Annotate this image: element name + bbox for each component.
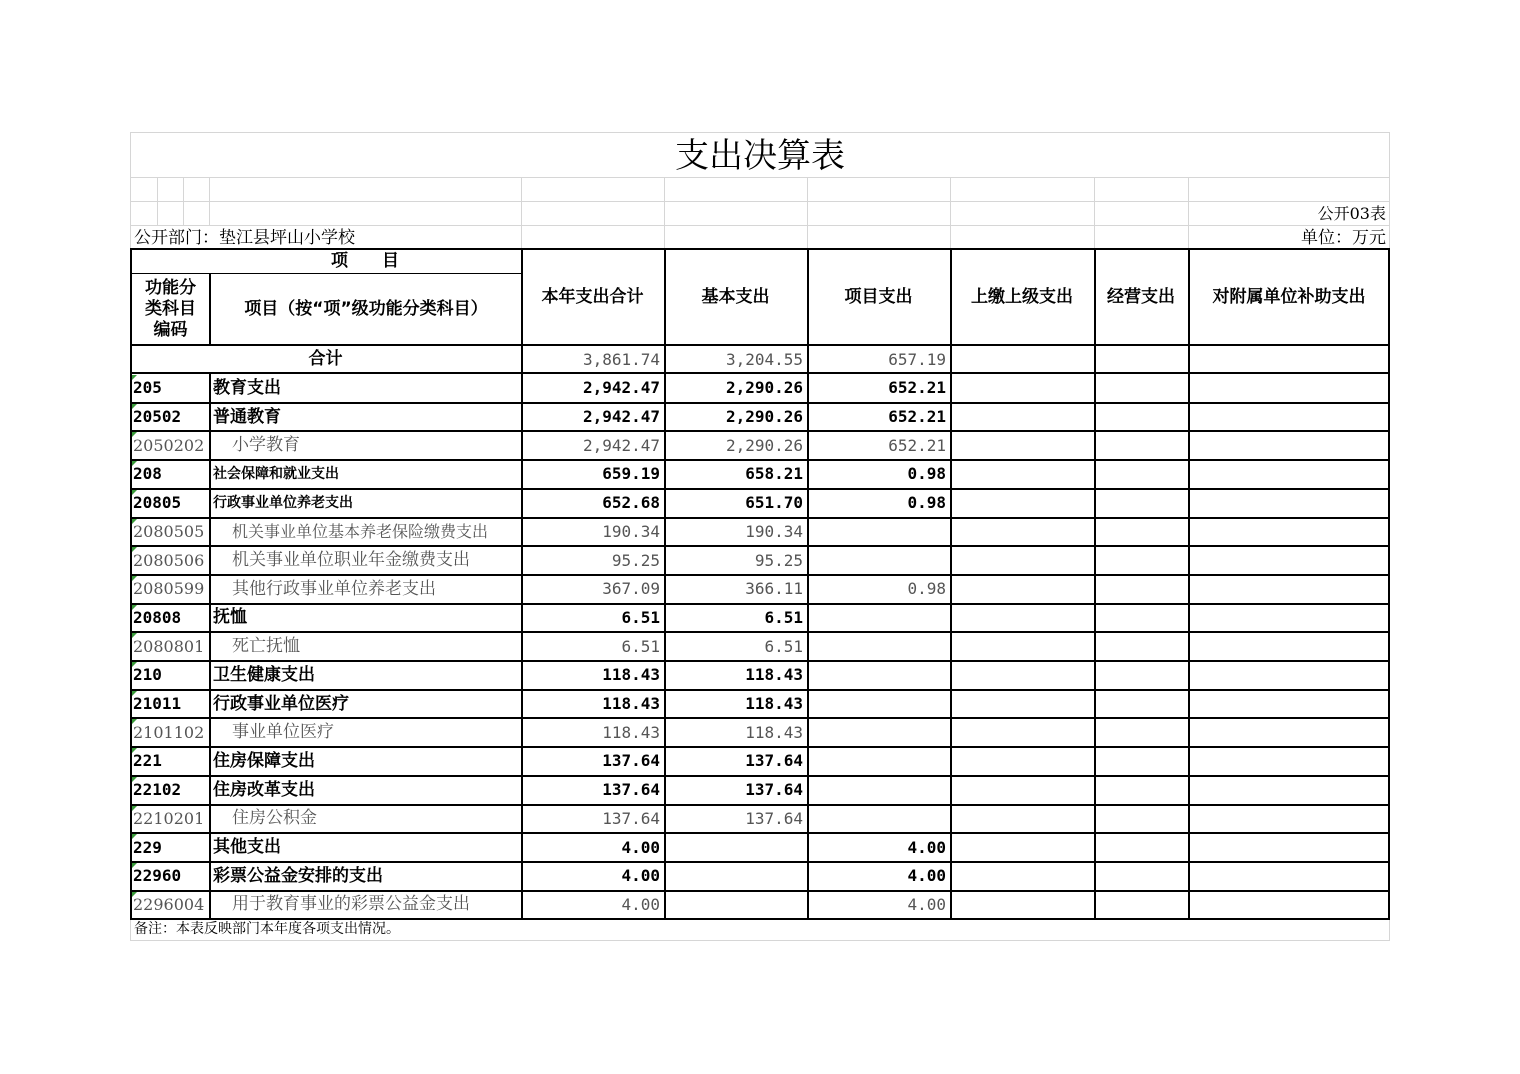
row-value-1: 137.64 <box>602 808 660 828</box>
total-value-1: 3,861.74 <box>582 350 660 369</box>
row-value-2: 651.70 <box>745 493 803 513</box>
grid-line <box>521 177 522 225</box>
row-code: 22102 <box>133 780 182 800</box>
row-value-1: 6.51 <box>621 636 660 656</box>
row-name: 社会保障和就业支出 <box>213 466 339 483</box>
row-value-3: 4.00 <box>907 837 946 857</box>
row-value-2: 2,290.26 <box>725 435 803 455</box>
row-name: 教育支出 <box>213 377 281 398</box>
header-col-5: 经营支出 <box>1107 286 1175 307</box>
row-code: 20808 <box>133 607 182 627</box>
row-value-3: 652.21 <box>888 378 946 398</box>
row-value-3: 0.98 <box>907 464 946 484</box>
row-value-2: 366.11 <box>745 579 803 599</box>
department-label: 公开部门：垫江县坪山小学校 <box>134 227 355 248</box>
row-value-2: 118.43 <box>745 694 803 714</box>
row-value-2: 137.64 <box>745 808 803 828</box>
row-value-2: 190.34 <box>745 521 803 541</box>
grid-line <box>664 225 665 249</box>
header-code-column: 功能分 类科目 编码 <box>145 278 196 340</box>
row-name: 普通教育 <box>213 406 281 427</box>
row-name: 用于教育事业的彩票公益金支出 <box>232 894 470 915</box>
row-name: 住房保障支出 <box>213 750 315 771</box>
header-col-2: 基本支出 <box>701 286 770 307</box>
row-name: 住房公积金 <box>232 808 317 829</box>
row-name: 其他支出 <box>213 837 281 858</box>
row-code: 229 <box>133 837 162 857</box>
row-value-1: 2,942.47 <box>582 435 660 455</box>
row-code: 22960 <box>133 866 182 886</box>
row-value-2: 137.64 <box>745 751 803 771</box>
row-value-2: 137.64 <box>745 780 803 800</box>
header-project-group: 项 目 <box>331 251 399 271</box>
expenditure-sheet <box>130 132 1390 942</box>
grid-line <box>130 201 1390 202</box>
row-code: 210 <box>133 665 162 685</box>
grid-line <box>521 225 522 249</box>
row-name: 机关事业单位职业年金缴费支出 <box>232 550 470 571</box>
grid-line <box>183 177 184 225</box>
grid-line <box>807 225 808 249</box>
row-value-3: 652.21 <box>888 435 946 455</box>
row-value-2: 2,290.26 <box>725 407 803 427</box>
grid-line <box>1188 225 1189 249</box>
row-name: 行政事业单位养老支出 <box>213 495 353 512</box>
row-name: 机关事业单位基本养老保险缴费支出 <box>232 521 489 541</box>
row-value-1: 137.64 <box>602 751 660 771</box>
table-right-border <box>1388 248 1390 920</box>
grid-line <box>157 177 158 225</box>
total-value-2: 3,204.55 <box>725 350 803 369</box>
row-name: 彩票公益金安排的支出 <box>213 865 383 886</box>
footnote: 备注：本表反映部门本年度各项支出情况。 <box>134 921 400 937</box>
header-col-6: 对附属单位补助支出 <box>1212 286 1366 307</box>
row-code: 2210201 <box>133 808 205 828</box>
row-value-3: 4.00 <box>907 894 946 914</box>
row-value-2: 2,290.26 <box>725 378 803 398</box>
row-value-1: 190.34 <box>602 521 660 541</box>
grid-line <box>664 177 665 225</box>
row-value-1: 659.19 <box>602 464 660 484</box>
row-code: 2101102 <box>133 722 205 742</box>
row-value-1: 6.51 <box>621 607 660 627</box>
header-col-4: 上缴上级支出 <box>971 286 1073 307</box>
grid-line <box>1188 177 1189 225</box>
row-name: 其他行政事业单位养老支出 <box>232 578 436 599</box>
row-name: 住房改革支出 <box>213 779 315 800</box>
grid-line <box>1389 917 1390 941</box>
unit-label: 单位：万元 <box>1301 227 1386 248</box>
grid-line <box>1188 248 1190 920</box>
grid-line <box>130 273 521 274</box>
row-value-1: 95.25 <box>611 550 660 570</box>
grid-line <box>1094 248 1096 920</box>
row-name: 事业单位医疗 <box>232 722 334 743</box>
grid-line <box>209 374 211 920</box>
page-title: 支出决算表 <box>675 136 845 176</box>
row-value-3: 0.98 <box>907 579 946 599</box>
grid-line <box>1094 177 1095 225</box>
row-value-1: 118.43 <box>602 694 660 714</box>
row-value-1: 367.09 <box>602 579 660 599</box>
grid-line <box>209 177 210 225</box>
row-value-2: 118.43 <box>745 722 803 742</box>
row-code: 2080599 <box>133 579 205 599</box>
row-code: 21011 <box>133 694 182 714</box>
grid-line <box>130 940 1390 941</box>
row-value-3: 652.21 <box>888 407 946 427</box>
row-value-1: 118.43 <box>602 722 660 742</box>
row-value-1: 118.43 <box>602 665 660 685</box>
grid-line <box>130 132 1390 133</box>
row-value-3: 0.98 <box>907 493 946 513</box>
grid-line <box>950 177 951 225</box>
row-value-1: 2,942.47 <box>582 407 660 427</box>
row-code: 221 <box>133 751 162 771</box>
row-code: 20805 <box>133 493 182 513</box>
row-code: 2296004 <box>133 894 205 914</box>
header-col-1: 本年支出合计 <box>541 286 644 307</box>
grid-line <box>807 177 808 225</box>
row-code: 208 <box>133 464 162 484</box>
row-value-3: 4.00 <box>907 866 946 886</box>
row-code: 20502 <box>133 407 182 427</box>
row-code: 2080801 <box>133 636 205 656</box>
row-value-2: 658.21 <box>745 464 803 484</box>
row-name: 抚恤 <box>213 607 247 628</box>
row-value-1: 2,942.47 <box>582 378 660 398</box>
total-value-3: 657.19 <box>888 350 946 369</box>
grid-line <box>1094 225 1095 249</box>
row-value-1: 652.68 <box>602 493 660 513</box>
header-col-3: 项目支出 <box>844 286 913 307</box>
row-value-2: 95.25 <box>754 550 803 570</box>
row-value-2: 118.43 <box>745 665 803 685</box>
row-value-1: 137.64 <box>602 780 660 800</box>
row-name: 卫生健康支出 <box>213 664 315 685</box>
row-name: 死亡抚恤 <box>232 636 300 657</box>
row-value-1: 4.00 <box>621 894 660 914</box>
grid-line <box>950 225 951 249</box>
row-name: 小学教育 <box>232 435 300 456</box>
grid-line <box>950 248 952 920</box>
header-name-column: 项目（按“项”级功能分类科目） <box>244 299 488 319</box>
row-name: 行政事业单位医疗 <box>213 693 349 714</box>
grid-line <box>130 917 131 941</box>
grid-line <box>130 225 1390 226</box>
row-value-2: 6.51 <box>764 607 803 627</box>
row-code: 2080505 <box>133 521 205 541</box>
form-number: 公开03表 <box>1317 204 1386 223</box>
total-label: 合计 <box>308 348 343 369</box>
row-code: 205 <box>133 378 162 398</box>
row-value-1: 4.00 <box>621 837 660 857</box>
row-code: 2080506 <box>133 550 205 570</box>
row-value-1: 4.00 <box>621 866 660 886</box>
row-code: 2050202 <box>133 435 205 455</box>
row-value-2: 6.51 <box>764 636 803 656</box>
